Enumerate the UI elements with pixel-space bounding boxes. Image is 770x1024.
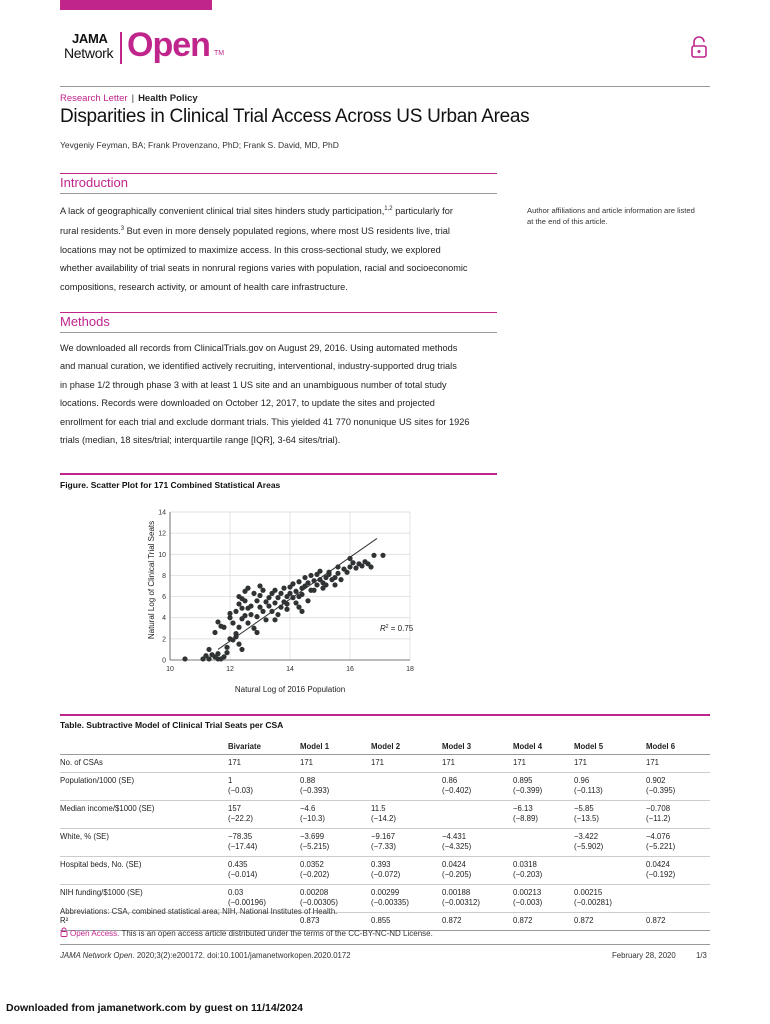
data-point	[257, 583, 262, 588]
cell-standard-error: (−13.5)	[574, 813, 599, 823]
data-point	[314, 582, 319, 587]
table-cell	[513, 912, 574, 930]
page-number: 1/3	[696, 951, 707, 960]
data-point	[305, 598, 310, 603]
table-cell	[442, 884, 513, 912]
table-cell	[371, 772, 442, 800]
kicker-separator: |	[131, 93, 135, 104]
table-rule	[60, 714, 710, 716]
data-point	[272, 617, 277, 622]
data-point	[245, 586, 250, 591]
cell-estimate: 0.0424	[646, 859, 670, 869]
data-point	[281, 586, 286, 591]
header-rule	[60, 86, 710, 87]
methods-heading: Methods	[60, 314, 110, 329]
y-tick-label: 8	[162, 572, 166, 580]
data-point	[347, 556, 352, 561]
cell-standard-error: (−0.113)	[574, 785, 603, 795]
cell-estimate: 0.00208	[300, 887, 329, 897]
table-cell	[646, 772, 710, 800]
table-cell	[513, 800, 574, 828]
data-point	[380, 553, 385, 558]
cell-standard-error: (−0.003)	[513, 897, 543, 907]
open-access-small-lock-icon	[60, 927, 68, 937]
methods-top-rule	[60, 312, 497, 313]
publication-date: February 28, 2020	[612, 951, 676, 960]
open-access-label: Open Access.	[70, 929, 120, 938]
cell-estimate: 171	[442, 757, 456, 767]
r-squared-annotation: $R^2 = 0.75$	[380, 624, 414, 633]
cell-estimate: 0.872	[574, 915, 594, 925]
figure-rule	[60, 473, 497, 475]
data-point	[278, 591, 283, 596]
data-point	[248, 612, 253, 617]
cell-standard-error: (−22.2)	[228, 813, 253, 823]
data-point	[275, 612, 280, 617]
methods-bottom-rule	[60, 332, 497, 333]
table-cell	[300, 856, 371, 884]
scatter-plot	[130, 500, 430, 700]
plot-axes	[158, 510, 414, 674]
table-cell	[228, 754, 300, 772]
cell-standard-error: (−5.215)	[300, 841, 330, 851]
cell-estimate: 0.873	[300, 915, 320, 925]
data-point	[371, 553, 376, 558]
logo-divider	[120, 32, 122, 64]
table-cell	[228, 828, 300, 856]
data-point	[212, 630, 217, 635]
article-title: Disparities in Clinical Trial Access Across US Urban Areas	[60, 106, 530, 127]
data-point	[299, 609, 304, 614]
cell-estimate: 0.03	[228, 887, 244, 897]
introduction-bottom-rule	[60, 193, 497, 194]
table-row-label: Hospital beds, No. (SE)	[60, 856, 228, 884]
article-type: Research Letter	[60, 93, 128, 104]
table-cell	[371, 828, 442, 856]
methods-line-1: We downloaded all records from ClinicalTrials.gov on August 29, 2016. Using automated methods	[60, 343, 458, 353]
cell-estimate: 0.0318	[513, 859, 537, 869]
data-point	[206, 647, 211, 652]
top-accent-bar	[60, 0, 212, 10]
data-point	[224, 650, 229, 655]
table-cell	[646, 828, 710, 856]
data-point	[233, 609, 238, 614]
cell-standard-error: (−0.402)	[442, 785, 472, 795]
table-row-label: White, % (SE)	[60, 828, 228, 856]
data-point	[215, 619, 220, 624]
cell-estimate: 157	[228, 803, 242, 813]
table-cell	[442, 800, 513, 828]
data-point	[368, 564, 373, 569]
table-cell	[513, 856, 574, 884]
table-cell	[513, 828, 574, 856]
table-header-cell: Model 1	[300, 741, 330, 751]
table-cell	[442, 828, 513, 856]
data-point	[212, 654, 217, 659]
table-cell	[228, 856, 300, 884]
data-point	[251, 626, 256, 631]
data-point	[311, 578, 316, 583]
cell-standard-error: (−0.393)	[300, 785, 330, 795]
data-point	[260, 588, 265, 593]
table-cell	[574, 856, 646, 884]
cell-standard-error: (−0.00196)	[228, 897, 266, 907]
table-header-cell: Model 3	[442, 741, 472, 751]
cell-estimate: 1	[228, 775, 233, 785]
cell-standard-error: (−8.89)	[513, 813, 538, 823]
cell-estimate: 171	[300, 757, 314, 767]
table-header-row	[60, 738, 710, 754]
cell-estimate: −3.422	[574, 831, 599, 841]
table-cell	[442, 856, 513, 884]
table-header-cell: Model 6	[646, 741, 676, 751]
methods-line-6: trials (median, 18 sites/trial; interquartile range [IQR], 3-64 sites/trial).	[60, 435, 341, 446]
data-point	[269, 609, 274, 614]
data-point	[230, 620, 235, 625]
cell-estimate: 0.00299	[371, 887, 400, 897]
table-cell	[574, 800, 646, 828]
table-row	[60, 772, 710, 800]
plot-points	[182, 553, 385, 662]
data-point	[290, 581, 295, 586]
table-header-cell: Bivariate	[228, 741, 261, 751]
data-point	[347, 564, 352, 569]
regression-table	[60, 738, 710, 931]
x-tick-label: 16	[346, 666, 354, 673]
data-point	[251, 591, 256, 596]
citation: JAMA Network Open. 2020;3(2):e200172. doi:10.1001/jamanetworkopen.2020.0172	[60, 951, 351, 960]
data-point	[263, 599, 268, 604]
table-cell	[513, 772, 574, 800]
introduction-paragraph	[60, 200, 500, 296]
cell-estimate: 0.88	[300, 775, 316, 785]
data-point	[305, 580, 310, 585]
data-point	[182, 656, 187, 661]
cell-standard-error: (−0.014)	[228, 869, 258, 879]
cell-standard-error: (−0.395)	[646, 785, 676, 795]
cell-estimate: −6.13	[513, 803, 533, 813]
cell-estimate: 0.872	[513, 915, 533, 925]
cell-standard-error: (−0.00312)	[442, 897, 480, 907]
table-row	[60, 856, 710, 884]
data-point	[359, 563, 364, 568]
table-cell	[371, 884, 442, 912]
cell-estimate: 171	[228, 757, 242, 767]
data-point	[287, 591, 292, 596]
data-point	[323, 582, 328, 587]
table-cell	[300, 828, 371, 856]
table-cell	[442, 772, 513, 800]
cell-estimate: 0.00213	[513, 887, 542, 897]
cell-estimate: 171	[371, 757, 385, 767]
cell-estimate: −5.85	[574, 803, 594, 813]
cell-standard-error: (−0.00281)	[574, 897, 612, 907]
data-point	[296, 579, 301, 584]
data-point	[332, 575, 337, 580]
table-cell	[646, 912, 710, 930]
cell-estimate: 0.902	[646, 775, 666, 785]
table-row	[60, 828, 710, 856]
y-tick-label: 10	[158, 551, 166, 559]
cell-standard-error: (−4.325)	[442, 841, 472, 851]
plot-fit-line	[218, 538, 377, 649]
data-point	[236, 601, 241, 606]
table-cell	[371, 800, 442, 828]
cell-standard-error: (−10.3)	[300, 813, 325, 823]
data-point	[284, 601, 289, 606]
cell-estimate: 0.872	[442, 915, 462, 925]
data-point	[221, 654, 226, 659]
cell-standard-error: (−5.221)	[646, 841, 676, 851]
y-tick-label: 6	[162, 594, 166, 602]
x-tick-label: 18	[406, 666, 414, 673]
table-cell	[442, 912, 513, 930]
table-cell	[300, 754, 371, 772]
data-point	[326, 570, 331, 575]
cell-estimate: 0.86	[442, 775, 458, 785]
table-row-label: Population/1000 (SE)	[60, 772, 228, 800]
data-point	[266, 595, 271, 600]
cell-estimate: 11.5	[371, 803, 386, 813]
cell-estimate: 0.393	[371, 859, 391, 869]
logo-trademark: TM	[214, 50, 225, 57]
table-cell	[646, 754, 710, 772]
cell-estimate: 0.0352	[300, 859, 324, 869]
data-point	[299, 592, 304, 597]
y-tick-label: 2	[162, 636, 166, 644]
intro-line-3: locations may not be optimized to maximize access. In this cross-sectional study, we explored	[60, 244, 441, 255]
data-point	[227, 611, 232, 616]
data-point	[284, 607, 289, 612]
cell-estimate: 171	[646, 757, 660, 767]
x-tick-label: 12	[226, 666, 234, 673]
table-header-cell	[60, 738, 228, 754]
cell-standard-error: (−0.00305)	[300, 897, 338, 907]
author-affiliations-note: Author affiliations and article information are listed at the end of this article.	[527, 206, 695, 226]
methods-line-5: enrollment for each trial and exclude dormant trials. This yielded 41 770 nonunique US sites for 1926	[60, 416, 470, 427]
data-point	[308, 573, 313, 578]
data-point	[203, 653, 208, 658]
data-point	[254, 598, 259, 603]
table-abbreviations: Abbreviations: CSA, combined statistical area; NIH, National Institutes of Health.	[60, 907, 338, 916]
table-row-label: NIH funding/$1000 (SE)	[60, 884, 228, 912]
data-point	[254, 614, 259, 619]
data-point	[242, 613, 247, 618]
data-point	[344, 570, 349, 575]
cell-standard-error: (−0.00335)	[371, 897, 409, 907]
jama-network-open-logo	[64, 26, 264, 70]
cell-estimate: −4.431	[442, 831, 467, 841]
table-cell	[574, 884, 646, 912]
table-cell	[442, 754, 513, 772]
y-tick-label: 14	[158, 509, 166, 517]
cell-standard-error: (−7.33)	[371, 841, 396, 851]
cell-estimate: 171	[513, 757, 527, 767]
data-point	[236, 642, 241, 647]
data-point	[248, 603, 253, 608]
cell-standard-error: (−0.072)	[371, 869, 401, 879]
regression-line	[218, 538, 377, 649]
cell-standard-error: (−0.202)	[300, 869, 330, 879]
cell-standard-error: (−17.44)	[228, 841, 258, 851]
data-point	[317, 569, 322, 574]
cell-estimate: 0.895	[513, 775, 533, 785]
cell-estimate: −4.076	[646, 831, 671, 841]
introduction-heading: Introduction	[60, 175, 128, 190]
cell-estimate: −3.699	[300, 831, 325, 841]
data-point	[266, 603, 271, 608]
logo-jama: JAMA	[72, 31, 108, 46]
y-tick-label: 4	[162, 615, 166, 623]
table-cell	[300, 772, 371, 800]
table-cell	[646, 856, 710, 884]
cell-estimate: 0.00215	[574, 887, 603, 897]
table-cell	[371, 754, 442, 772]
data-point	[278, 605, 283, 610]
intro-line-5: compositions, research activity, or amount of health care infrastructure.	[60, 281, 348, 292]
data-point	[335, 564, 340, 569]
table-header-cell: Model 5	[574, 741, 604, 751]
data-point	[338, 577, 343, 582]
logo-network: Network	[64, 45, 114, 61]
table-cell	[513, 754, 574, 772]
x-tick-label: 10	[166, 666, 174, 673]
data-point	[350, 560, 355, 565]
y-tick-label: 12	[158, 530, 166, 538]
methods-line-4: locations. Records were downloaded on October 12, 2017, to update the sites and projected	[60, 398, 435, 409]
cell-estimate: 0.855	[371, 915, 391, 925]
data-point	[239, 596, 244, 601]
data-point	[302, 575, 307, 580]
data-point	[245, 620, 250, 625]
open-access-lock-icon	[690, 36, 708, 58]
intro-line-2: rural residents.$^3$ But even in more densely populated regions, where most US residents live, trial	[60, 226, 450, 237]
table-cell	[574, 912, 646, 930]
data-point	[311, 588, 316, 593]
cell-standard-error: (−0.03)	[228, 785, 253, 795]
cell-standard-error: (−5.902)	[574, 841, 604, 851]
table-cell	[574, 772, 646, 800]
methods-line-3: in phase 1/2 through phase 3 with at least 1 US site and an unambiguous number of total study	[60, 379, 447, 390]
article-kicker	[60, 93, 198, 104]
cell-estimate: 0.435	[228, 859, 248, 869]
data-point	[335, 571, 340, 576]
methods-paragraph	[60, 339, 500, 449]
introduction-top-rule	[60, 173, 497, 174]
table-cell	[574, 754, 646, 772]
table-header-cell: Model 4	[513, 741, 543, 751]
data-point	[293, 589, 298, 594]
data-point	[293, 600, 298, 605]
x-axis-label: Natural Log of 2016 Population	[234, 685, 346, 694]
table-cell	[228, 772, 300, 800]
cell-estimate: −4.6	[300, 803, 316, 813]
data-point	[353, 565, 358, 570]
table-row-label: R²	[60, 912, 228, 930]
data-point	[272, 588, 277, 593]
cell-estimate: 0.96	[574, 775, 590, 785]
article-authors: Yevgeniy Feyman, BA; Frank Provenzano, PhD; Frank S. David, MD, PhD	[60, 140, 339, 150]
table-cell	[228, 800, 300, 828]
cell-standard-error: (−0.205)	[442, 869, 472, 879]
logo-open: Open	[127, 26, 210, 64]
table-caption: Table. Subtractive Model of Clinical Trial Seats per CSA	[60, 720, 284, 730]
intro-line-4: whether availability of trial seats in nonrural regions varies with population, racial and socioeconomic	[60, 263, 468, 274]
open-access-text: This is an open access article distributed under the terms of the CC-BY-NC-ND License.	[119, 929, 433, 938]
data-point	[224, 645, 229, 650]
data-point	[272, 600, 277, 605]
cell-standard-error: (−0.192)	[646, 869, 676, 879]
cell-standard-error: (−11.2)	[646, 813, 671, 823]
cell-estimate: −0.708	[646, 803, 671, 813]
table-cell	[574, 828, 646, 856]
data-point	[260, 609, 265, 614]
cell-standard-error: (−0.203)	[513, 869, 543, 879]
table-cell	[513, 884, 574, 912]
data-point	[254, 630, 259, 635]
data-point	[257, 593, 262, 598]
footer-rule	[60, 944, 710, 945]
data-point	[290, 595, 295, 600]
data-point	[257, 605, 262, 610]
table-row	[60, 754, 710, 772]
data-point	[296, 605, 301, 610]
cell-estimate: −78.35	[228, 831, 253, 841]
data-point	[332, 582, 337, 587]
cell-estimate: 0.0424	[442, 859, 466, 869]
intro-line-1: A lack of geographically convenient clinical trial sites hinders study participation,$^{1,2}$ particularly for	[60, 206, 453, 217]
data-point	[239, 606, 244, 611]
cell-estimate: −9.167	[371, 831, 396, 841]
open-access-notice	[60, 927, 433, 938]
cell-standard-error: (−14.2)	[371, 813, 396, 823]
data-point	[233, 634, 238, 639]
table-row-label: No. of CSAs	[60, 754, 228, 772]
data-point	[236, 625, 241, 630]
table-cell	[646, 884, 710, 912]
data-point	[218, 624, 223, 629]
x-tick-label: 14	[286, 666, 294, 673]
y-axis-label: Natural Log of Clinical Trial Seats	[147, 520, 156, 640]
y-tick-label: 0	[162, 657, 166, 665]
table-header-cell: Model 2	[371, 741, 401, 751]
table-row	[60, 800, 710, 828]
table-cell	[300, 800, 371, 828]
data-point	[275, 595, 280, 600]
table-row-label: Median income/$1000 (SE)	[60, 800, 228, 828]
figure-caption: Figure. Scatter Plot for 171 Combined Statistical Areas	[60, 480, 281, 490]
table-cell	[646, 800, 710, 828]
methods-line-2: and manual curation, we identified actively recruiting, interventional, industry-supported drug trials	[60, 361, 457, 372]
cell-standard-error: (−0.399)	[513, 785, 543, 795]
article-category: Health Policy	[138, 93, 198, 104]
download-note: Downloaded from jamanetwork.com by guest on 11/14/2024	[6, 1002, 304, 1014]
data-point	[263, 617, 268, 622]
table-cell	[371, 856, 442, 884]
data-point	[239, 647, 244, 652]
cell-estimate: 0.872	[646, 915, 666, 925]
cell-estimate: 0.00188	[442, 887, 471, 897]
cell-estimate: 171	[574, 757, 588, 767]
